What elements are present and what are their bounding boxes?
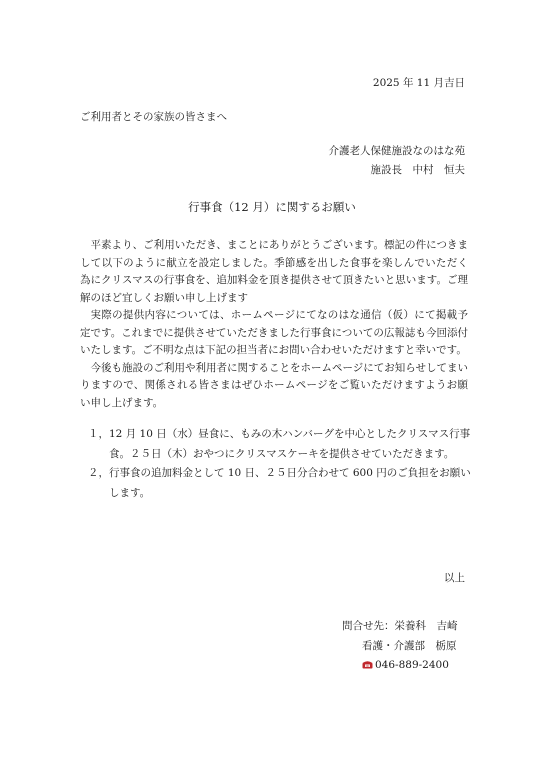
item-text: 行事食の追加料金として 10 日、２５日分合わせて 600 円のご負担をお願いします。 [109,467,471,499]
body-text [80,237,468,412]
list-item [88,425,473,464]
sender-representative: 施設長 中村 恒夫 [370,164,465,176]
document-subject: 行事食（12 月）に関するお願い [188,200,356,214]
item-list [88,425,473,503]
closing-mark: 以上 [444,572,465,584]
contact-phone: 046-889-2400 [375,659,449,671]
phone-icon [362,660,373,669]
sender-organization: 介護老人保健施設なのはな苑 [328,145,465,157]
sender-block [329,142,466,180]
body-paragraph: 実際の提供内容については、ホームページにてなのはな通信（仮）にて掲載予定です。これまでに提供させていただきました行事食についての広報誌も今回添付いたします。ご不明な点は下記の担当者にお問い合わせいただけますと幸いです。 [80,309,468,356]
document-date: 2025 年 11 月吉日 [372,77,465,89]
contact-line-2: 看護・介護部 栃原 [362,639,457,652]
contact-line-1: 問合せ先：栄養科 吉崎 [342,620,458,632]
contact-phone-row [342,656,458,676]
item-number: １， [88,428,109,440]
body-paragraph: 今後も施設のご利用や利用者に関することをホームページにてお知らせしてまいりますので、関係される皆さまはぜひホームページをご覧いただけますようお願い申し上げます。 [80,361,468,409]
item-text: 12 月 10 日（水）昼食に、もみの木ハンバーグを中心としたクリスマス行事食。２５日（木）おやつにクリスマスケーキを提供させていただきます。 [109,428,471,460]
body-paragraph: 平素より、ご利用いただき、まことにありがとうございます。標記の件につきまして以下のように献立を設定しました。季節感を出した食事を楽しんでいただく為にクリスマスの行事食を、追加料金を頂き提供させて頂きたいと思います。ご理解のほど宜しくお願い申し上げます [80,239,468,304]
contact-block [342,617,458,676]
recipient-line: ご利用者とその家族の皆さまへ [80,111,227,123]
item-number: ２， [88,467,109,479]
list-item [88,464,473,503]
